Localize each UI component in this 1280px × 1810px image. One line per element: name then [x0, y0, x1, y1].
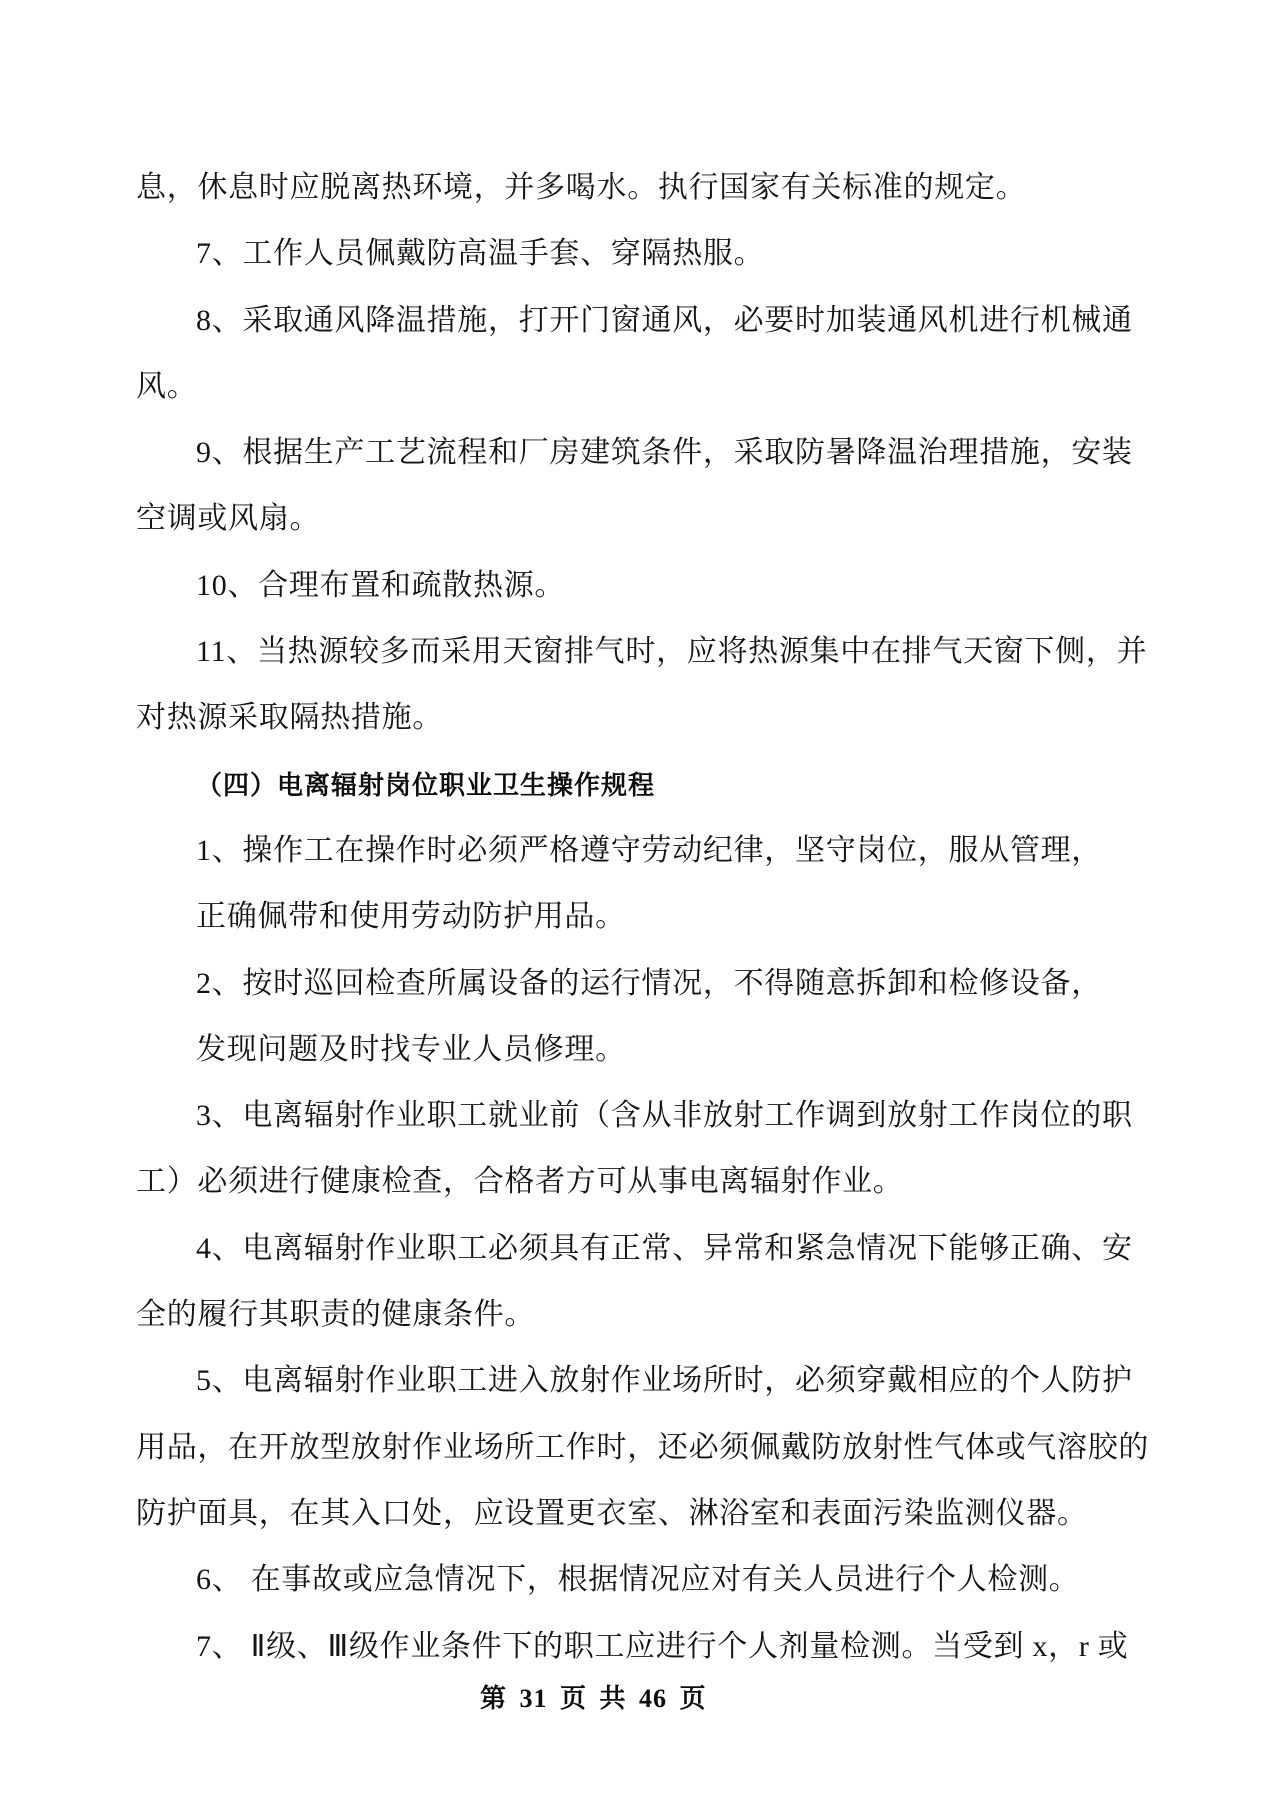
- section-heading: （四）电离辐射岗位职业卫生操作规程: [196, 769, 656, 800]
- text-line: 6、 在事故或应急情况下，根据情况应对有关人员进行个人检测。: [196, 1563, 1080, 1597]
- text-line: 9、根据生产工艺流程和厂房建筑条件，采取防暑降温治理措施，安装: [196, 436, 1133, 470]
- text-line: 11、当热源较多而采用天窗排气时，应将热源集中在排气天窗下侧，并: [196, 635, 1148, 669]
- text-line: 防护面具，在其入口处，应设置更衣室、淋浴室和表面污染监测仪器。: [136, 1496, 1088, 1530]
- text-line: 7、工作人员佩戴防高温手套、穿隔热服。: [196, 237, 765, 271]
- text-line: 7、 Ⅱ级、Ⅲ级作业条件下的职工应进行个人剂量检测。当受到 x，r 或: [196, 1629, 1129, 1663]
- text-line: 5、电离辐射作业职工进入放射作业场所时，必须穿戴相应的个人防护: [196, 1364, 1133, 1398]
- text-line: 3、电离辐射作业职工就业前（含从非放射工作调到放射工作岗位的职: [196, 1099, 1133, 1133]
- text-line: 风。: [136, 369, 198, 403]
- text-line: 对热源采取隔热措施。: [136, 701, 443, 735]
- document-body: [136, 155, 1166, 1680]
- text-line: 息，休息时应脱离热环境，并多喝水。执行国家有关标准的规定。: [136, 171, 1027, 204]
- text-line: 正确佩带和使用劳动防护用品。: [196, 900, 626, 934]
- text-line: 4、电离辐射作业职工必须具有正常、异常和紧急情况下能够正确、安: [196, 1231, 1133, 1265]
- page-footer: 第 31 页 共 46 页: [480, 1684, 707, 1713]
- text-line: 工）必须进行健康检查，合格者方可从事电离辐射作业。: [136, 1165, 904, 1199]
- text-line: 用品，在开放型放射作业场所工作时，还必须佩戴防放射性气体或气溶胶的: [136, 1430, 1150, 1464]
- text-line: 10、合理布置和疏散热源。: [196, 568, 566, 602]
- text-line: 空调或风扇。: [136, 502, 321, 536]
- text-line: 2、按时巡回检查所属设备的运行情况，不得随意拆卸和检修设备，: [196, 966, 1102, 1000]
- text-line: 8、采取通风降温措施，打开门窗通风，必要时加装通风机进行机械通: [196, 303, 1133, 337]
- text-line: 1、操作工在操作时必须严格遵守劳动纪律，坚守岗位，服从管理，: [196, 833, 1102, 867]
- text-line: 全的履行其职责的健康条件。: [136, 1298, 536, 1332]
- text-line: 发现问题及时找专业人员修理。: [196, 1032, 626, 1066]
